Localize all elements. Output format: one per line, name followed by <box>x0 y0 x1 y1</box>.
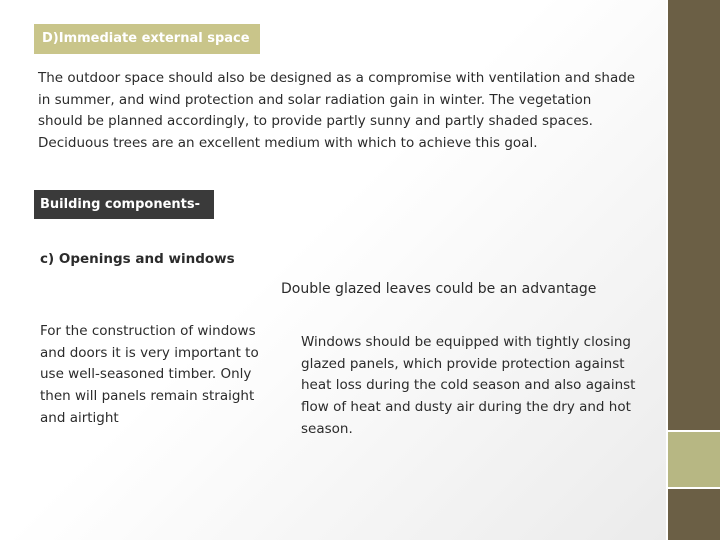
outdoor-space-paragraph: The outdoor space should also be designed as a compromise with ventilation and shade in summer, and wind protection and solar radiation gain in winter. The vegetation should be planned accordingly, to provide partly sunny and partly shaded spaces. Deciduous trees are an excellent medium with which to achieve this goal. <box>38 70 636 151</box>
double-glazed-title: Double glazed leaves could be an advantage <box>281 281 597 297</box>
sidebar-accent-block <box>668 432 720 487</box>
openings-windows-subheading: c) Openings and windows <box>40 251 235 267</box>
glazed-panels-text: Windows should be equipped with tightly closing glazed panels, which provide protection against heat loss during the cold season and also against flow of heat and dusty air during the dry and hot season. <box>301 334 636 437</box>
timber-construction-text: For the construction of windows and doors it is very important to use well-seasoned timber. Only then will panels remain straight and airtight <box>40 323 259 426</box>
section-heading-external-space: D)Immediate external space <box>34 24 260 54</box>
sidebar-accent-divider-bottom <box>668 487 720 489</box>
building-components-heading: Building components- <box>34 190 214 219</box>
